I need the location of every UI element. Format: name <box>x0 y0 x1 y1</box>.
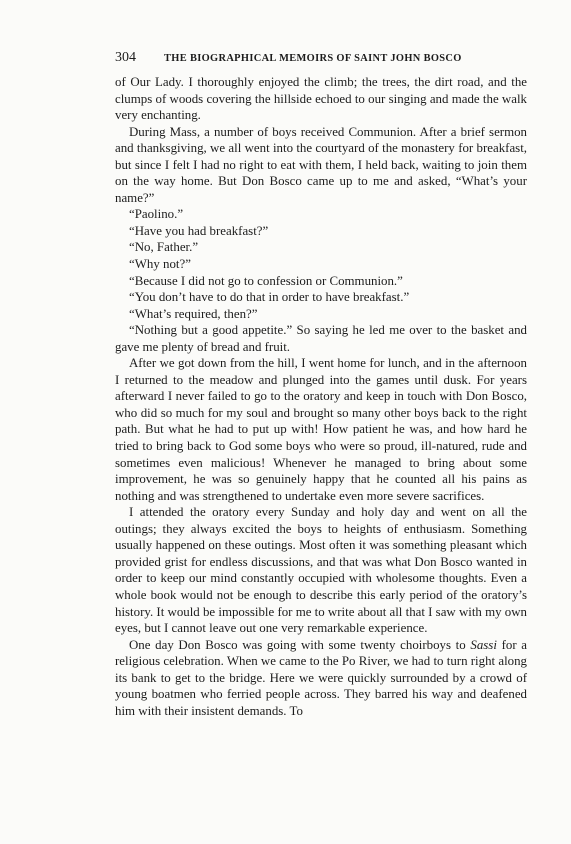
paragraph: “Paolino.” <box>129 207 184 222</box>
paragraph: After we got down from the hill, I went home for lunch, and in the afternoon I returned to the meadow and plunged into the games until dusk. For years afterward I never failed to go to the oratory and keep in touch with Don Bosco, who did so much for my soul and brought so many other boys back to the right path. But what he had to put up with! How patient he was, and how hard he tried to bring back to God some boys who were so proud, ill-natured, rude and sometimes even malicious! Whenever he managed to bring about some improvement, he was so genuinely happy that he counted all his pains as nothing and was strengthened to undertake even more severe sacrifices. <box>115 356 527 503</box>
running-title: THE BIOGRAPHICAL MEMOIRS OF SAINT JOHN BOSCO <box>164 53 462 64</box>
paragraph: “Why not?” <box>129 257 191 272</box>
paragraph: One day Don Bosco was going with some twenty choirboys to Sassi for a religious celebration. When we came to the Po River, we had to turn right along its bank to get to the bridge. Here we were quickly surrounded by a crowd of young boatmen who ferried people across. They barred his way and deafened him with their insistent demands. To <box>115 637 528 718</box>
paragraph: “What’s required, then?” <box>129 306 258 321</box>
paragraph: “Nothing but a good appetite.” So saying he led me over to the basket and gave me plenty of bread and fruit. <box>115 323 527 354</box>
italic-place-name: Sassi <box>470 637 497 652</box>
paragraph: I attended the oratory every Sunday and holy day and went on all the outings; they always excited the boys to heights of enthusiasm. Something usually happened on these outings. Most often it was something pleasant which provided grist for endless discussions, and that was what Don Bosco wanted in order to keep our mind constantly occupied with wholesome thoughts. Even a whole book would not be enough to describe this early period of the oratory’s history. It would be impossible for me to write about all that I saw with my own eyes, but I cannot leave out one very remarkable experience. <box>115 505 527 636</box>
paragraph: of Our Lady. I thoroughly enjoyed the climb; the trees, the dirt road, and the clumps of woods covering the hillside echoed to our singing and made the walk very enchanting. <box>115 75 527 123</box>
paragraph: During Mass, a number of boys received Communion. After a brief sermon and thanksgiving, we all went into the courtyard of the monastery for breakfast, but since I felt I had no right to eat with them, I held back, waiting to join them on the way home. But Don Bosco came up to me and asked, “What’s your name?” <box>115 124 527 205</box>
paragraph: “No, Father.” <box>129 240 199 255</box>
page-number: 304 <box>115 50 136 65</box>
paragraph: “Because I did not go to confession or Communion.” <box>129 273 403 288</box>
paragraph: “You don’t have to do that in order to have breakfast.” <box>129 290 410 305</box>
paragraph: “Have you had breakfast?” <box>129 223 269 238</box>
body-text <box>115 74 527 719</box>
